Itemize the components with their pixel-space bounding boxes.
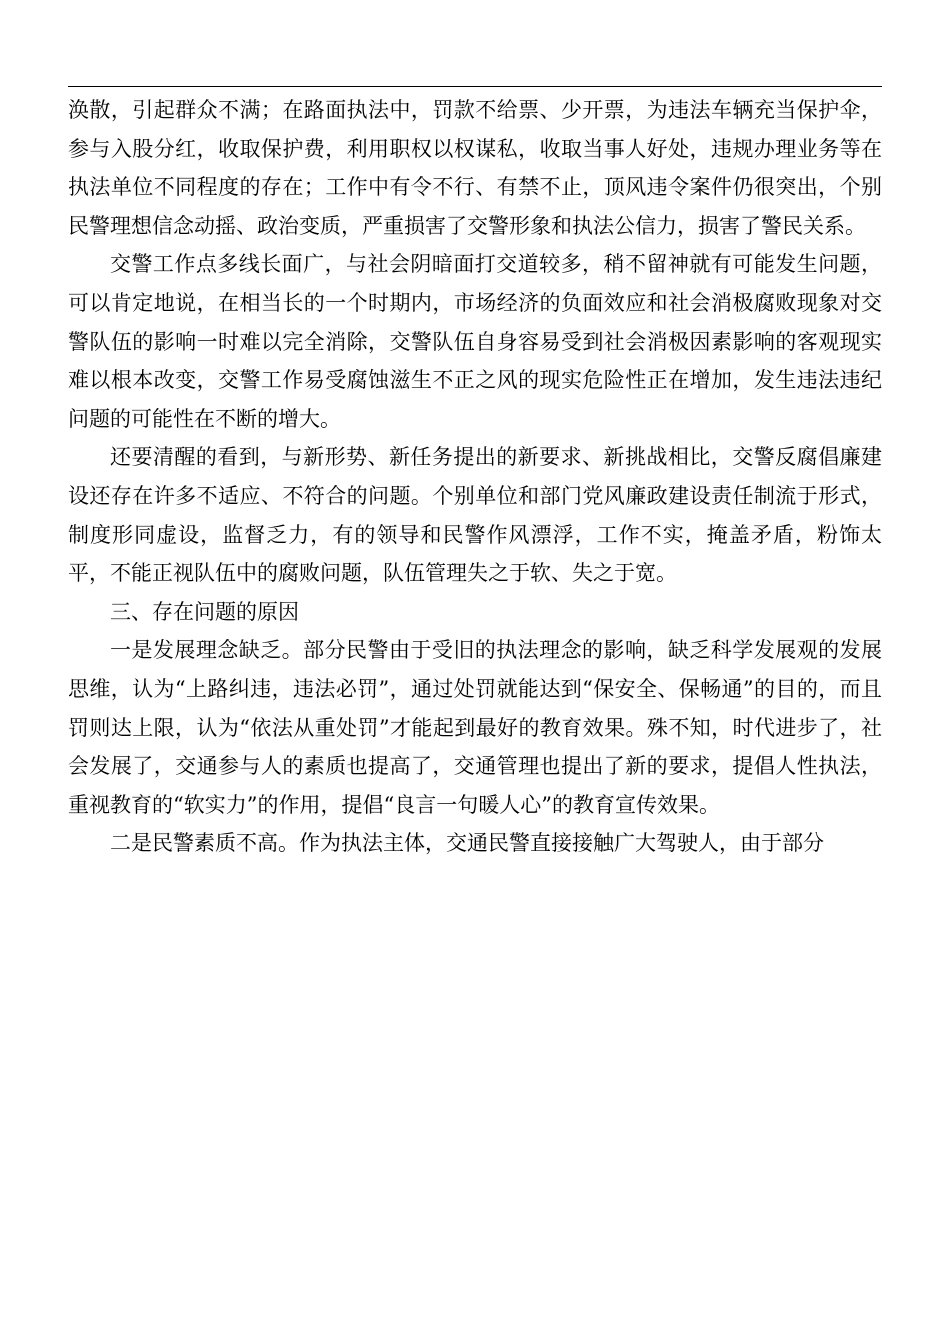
paragraph-5: 二是民警素质不高。作为执法主体，交通民警直接接触广大驾驶人，由于部分 — [110, 831, 824, 856]
paragraph-4: 一是发展理念缺乏。部分民警由于受旧的执法理念的影响，缺乏科学发展观的发展思维，认为“上路纠违，违法必罚”，通过处罚就能达到“保安全、保畅通”的目的，而且罚则达上限，认为“依法从重处罚”才能起到最好的教育效果。殊不知，时代进步了，社会发展了，交通参与人的素质也提高了，交通管理也提出了新的要求，提倡人性执法，重视教育的“软实力”的作用，提倡“良言一句暖人心”的教育宣传效果。 — [68, 638, 882, 817]
section-heading: 三、存在问题的原因 — [110, 599, 299, 624]
paragraph-2: 交警工作点多线长面广，与社会阴暗面打交道较多，稍不留神就有可能发生问题，可以肯定地说，在相当长的一个时期内，市场经济的负面效应和社会消极腐败现象对交警队伍的影响一时难以完全消除，交警队伍自身容易受到社会消极因素影响的客观现实难以根本改变，交警工作易受腐蚀滋生不正之风的现实危险性正在增加，发生违法违纪问题的可能性在不断的增大。 — [68, 252, 882, 431]
header-rule — [68, 86, 882, 87]
document-body — [68, 91, 882, 863]
paragraph-1: 涣散，引起群众不满；在路面执法中，罚款不给票、少开票，为违法车辆充当保护伞，参与入股分红，收取保护费，利用职权以权谋私，收取当事人好处，违规办理业务等在执法单位不同程度的存在；工作中有令不行、有禁不止，顶风违令案件仍很突出，个别民警理想信念动摇、政治变质，严重损害了交警形象和执法公信力，损害了警民关系。 — [68, 98, 882, 238]
paragraph-3: 还要清醒的看到，与新形势、新任务提出的新要求、新挑战相比，交警反腐倡廉建设还存在许多不适应、不符合的问题。个别单位和部门党风廉政建设责任制流于形式，制度形同虚设，监督乏力，有的领导和民警作风漂浮，工作不实，掩盖矛盾，粉饰太平，不能正视队伍中的腐败问题，队伍管理失之于软、失之于宽。 — [68, 445, 882, 586]
